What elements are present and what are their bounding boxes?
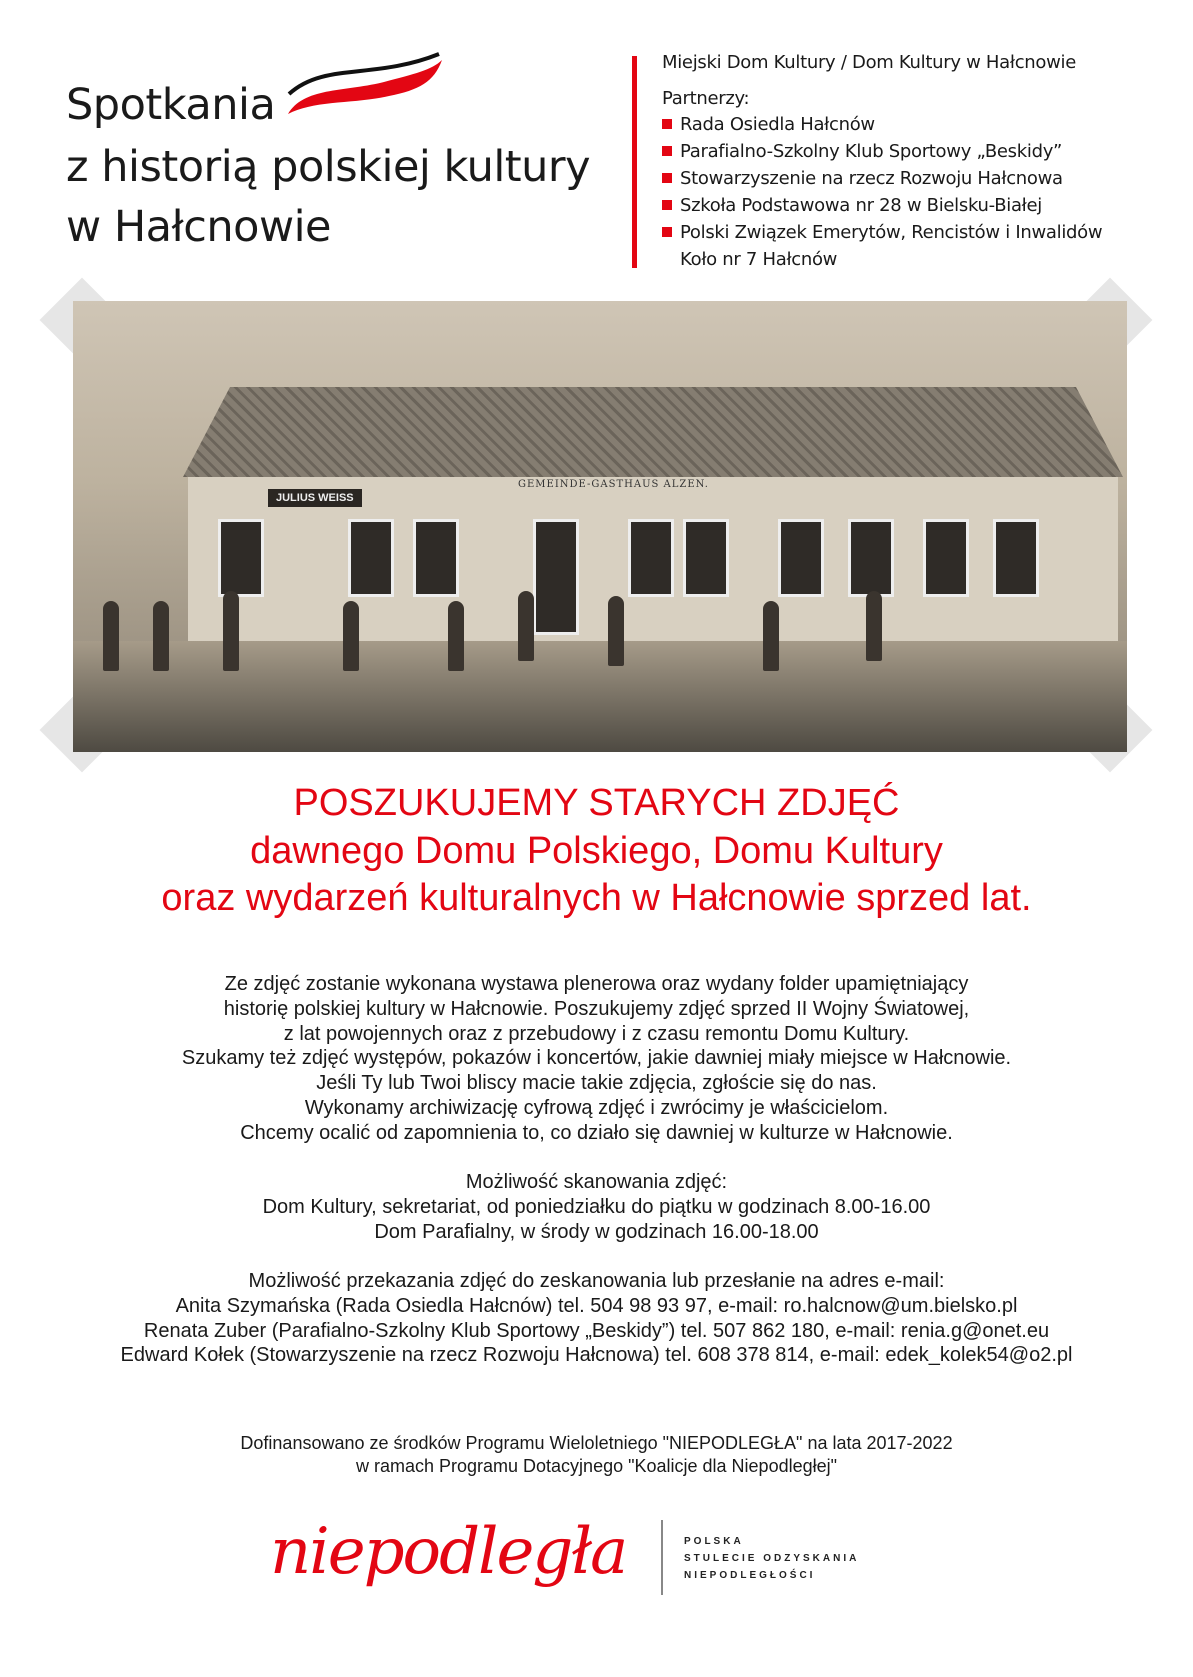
text-line: Wykonamy archiwizację cyfrową zdjęć i zwrócimy je właścicielom.	[304, 1096, 889, 1119]
text-line: Możliwość skanowania zdjęć:	[465, 1171, 728, 1193]
person	[866, 591, 882, 661]
text-line: Dom Kultury, sekretariat, od poniedziałku do piątku w godzinach 8.00-16.00	[262, 1195, 931, 1218]
window	[218, 519, 264, 597]
partner-name: Parafialno-Szkolny Klub Sportowy „Beskidy”	[680, 141, 1063, 162]
partner-item	[662, 222, 1102, 243]
logo-text-3: NIEPODLEGŁOŚCI	[684, 1570, 816, 1581]
scanning-info	[0, 1170, 1193, 1244]
partner-name: Stowarzyszenie na rzecz Rozwoju Hałcnowa	[680, 168, 1063, 189]
partner-item	[662, 114, 875, 135]
contact-line: Anita Szymańska (Rada Osiedla Hałcnów) tel. 504 98 93 97, e-mail: ro.halcnow@um.bielsko.pl	[175, 1294, 1018, 1317]
window	[348, 519, 394, 597]
person	[343, 601, 359, 671]
text-line: w ramach Programu Dotacyjnego "Koalicje dla Niepodległej"	[355, 1456, 838, 1476]
contact-line: Edward Kołek (Stowarzyszenie na rzecz Rozwoju Hałcnowa) tel. 608 378 814, e-mail: edek_kolek54@o2.pl	[120, 1344, 1073, 1367]
bullet-icon	[662, 227, 672, 237]
text-line: Możliwość przekazania zdjęć do zeskanowania lub przesłanie na adres e-mail:	[248, 1270, 945, 1292]
window	[778, 519, 824, 597]
text-line: Chcemy ocalić od zapomnienia to, co działo się dawniej w kulturze w Hałcnowie.	[240, 1121, 953, 1144]
bullet-icon	[662, 200, 672, 210]
person	[153, 601, 169, 671]
description	[0, 972, 1193, 1146]
person	[763, 601, 779, 671]
logo-text-2: STULECIE ODZYSKANIA	[684, 1553, 860, 1564]
headline-3: oraz wydarzeń kulturalnych w Hałcnowie sprzed lat.	[161, 877, 1032, 919]
person	[103, 601, 119, 671]
text-line: Jeśli Ty lub Twoi bliscy macie takie zdjęcia, zgłoście się do nas.	[316, 1072, 877, 1095]
partner-item	[662, 141, 1062, 162]
window	[683, 519, 729, 597]
headline-2: dawnego Domu Polskiego, Domu Kultury	[250, 830, 943, 872]
photo-roof	[183, 387, 1123, 477]
text-line: z lat powojennych oraz z przebudowy i z czasu remontu Domu Kultury.	[283, 1022, 910, 1045]
contacts	[0, 1269, 1193, 1368]
headline-1: POSZUKUJEMY STARYCH ZDJĘĆ	[293, 782, 900, 824]
title-line-2: z historią polskiej kultury	[66, 142, 591, 192]
photo-sign: JULIUS WEISS	[268, 489, 362, 507]
person	[608, 596, 624, 666]
window	[628, 519, 674, 597]
window	[413, 519, 459, 597]
door	[533, 519, 579, 635]
bullet-icon	[662, 146, 672, 156]
window	[923, 519, 969, 597]
partner-name: Szkoła Podstawowa nr 28 w Bielsku-Białej	[680, 195, 1042, 216]
contact-line: Renata Zuber (Parafialno-Szkolny Klub Sportowy „Beskidy”) tel. 507 862 180, e-mail: renia.g@onet.eu	[143, 1319, 1050, 1342]
niepodlegla-logo: niepodległa	[270, 1515, 627, 1589]
partner-item-cont: Koło nr 7 Hałcnów	[680, 249, 838, 270]
window	[993, 519, 1039, 597]
logo-divider	[661, 1520, 663, 1595]
title-line-1: Spotkania	[66, 80, 276, 130]
divider-bar	[632, 56, 637, 268]
logo-text-1: POLSKA	[684, 1536, 744, 1547]
funding-note	[0, 1432, 1193, 1478]
polish-flag-logo	[284, 52, 444, 122]
photo-facade-text: GEMEINDE-GASTHAUS ALZEN.	[518, 479, 709, 490]
partner-name: Rada Osiedla Hałcnów	[680, 114, 875, 135]
partner-name: Polski Związek Emerytów, Rencistów i Inwalidów	[680, 222, 1103, 243]
bullet-icon	[662, 119, 672, 129]
text-line: Szukamy też zdjęć występów, pokazów i koncertów, jakie dawniej miały miejsce w Hałcnowie.	[181, 1047, 1012, 1070]
text-line: Dofinansowano ze środków Programu Wieloletniego "NIEPODLEGŁA" na lata 2017-2022	[240, 1433, 953, 1453]
partner-item	[662, 195, 1042, 216]
text-line: Dom Parafialny, w środy w godzinach 16.00-18.00	[374, 1220, 819, 1243]
person	[223, 591, 239, 671]
text-line: Ze zdjęć zostanie wykonana wystawa plenerowa oraz wydany folder upamiętniający	[224, 973, 969, 995]
historic-photo	[73, 301, 1127, 752]
person	[448, 601, 464, 671]
partner-item	[662, 168, 1063, 189]
title-line-3: w Hałcnowie	[66, 202, 332, 252]
bullet-icon	[662, 173, 672, 183]
text-line: historię polskiej kultury w Hałcnowie. Poszukujemy zdjęć sprzed II Wojny Światowej,	[223, 997, 970, 1020]
partners-label: Partnerzy:	[662, 88, 750, 109]
photo-building	[188, 477, 1118, 647]
window	[848, 519, 894, 597]
organizer: Miejski Dom Kultury / Dom Kultury w Hałcnowie	[662, 52, 1077, 73]
person	[518, 591, 534, 661]
